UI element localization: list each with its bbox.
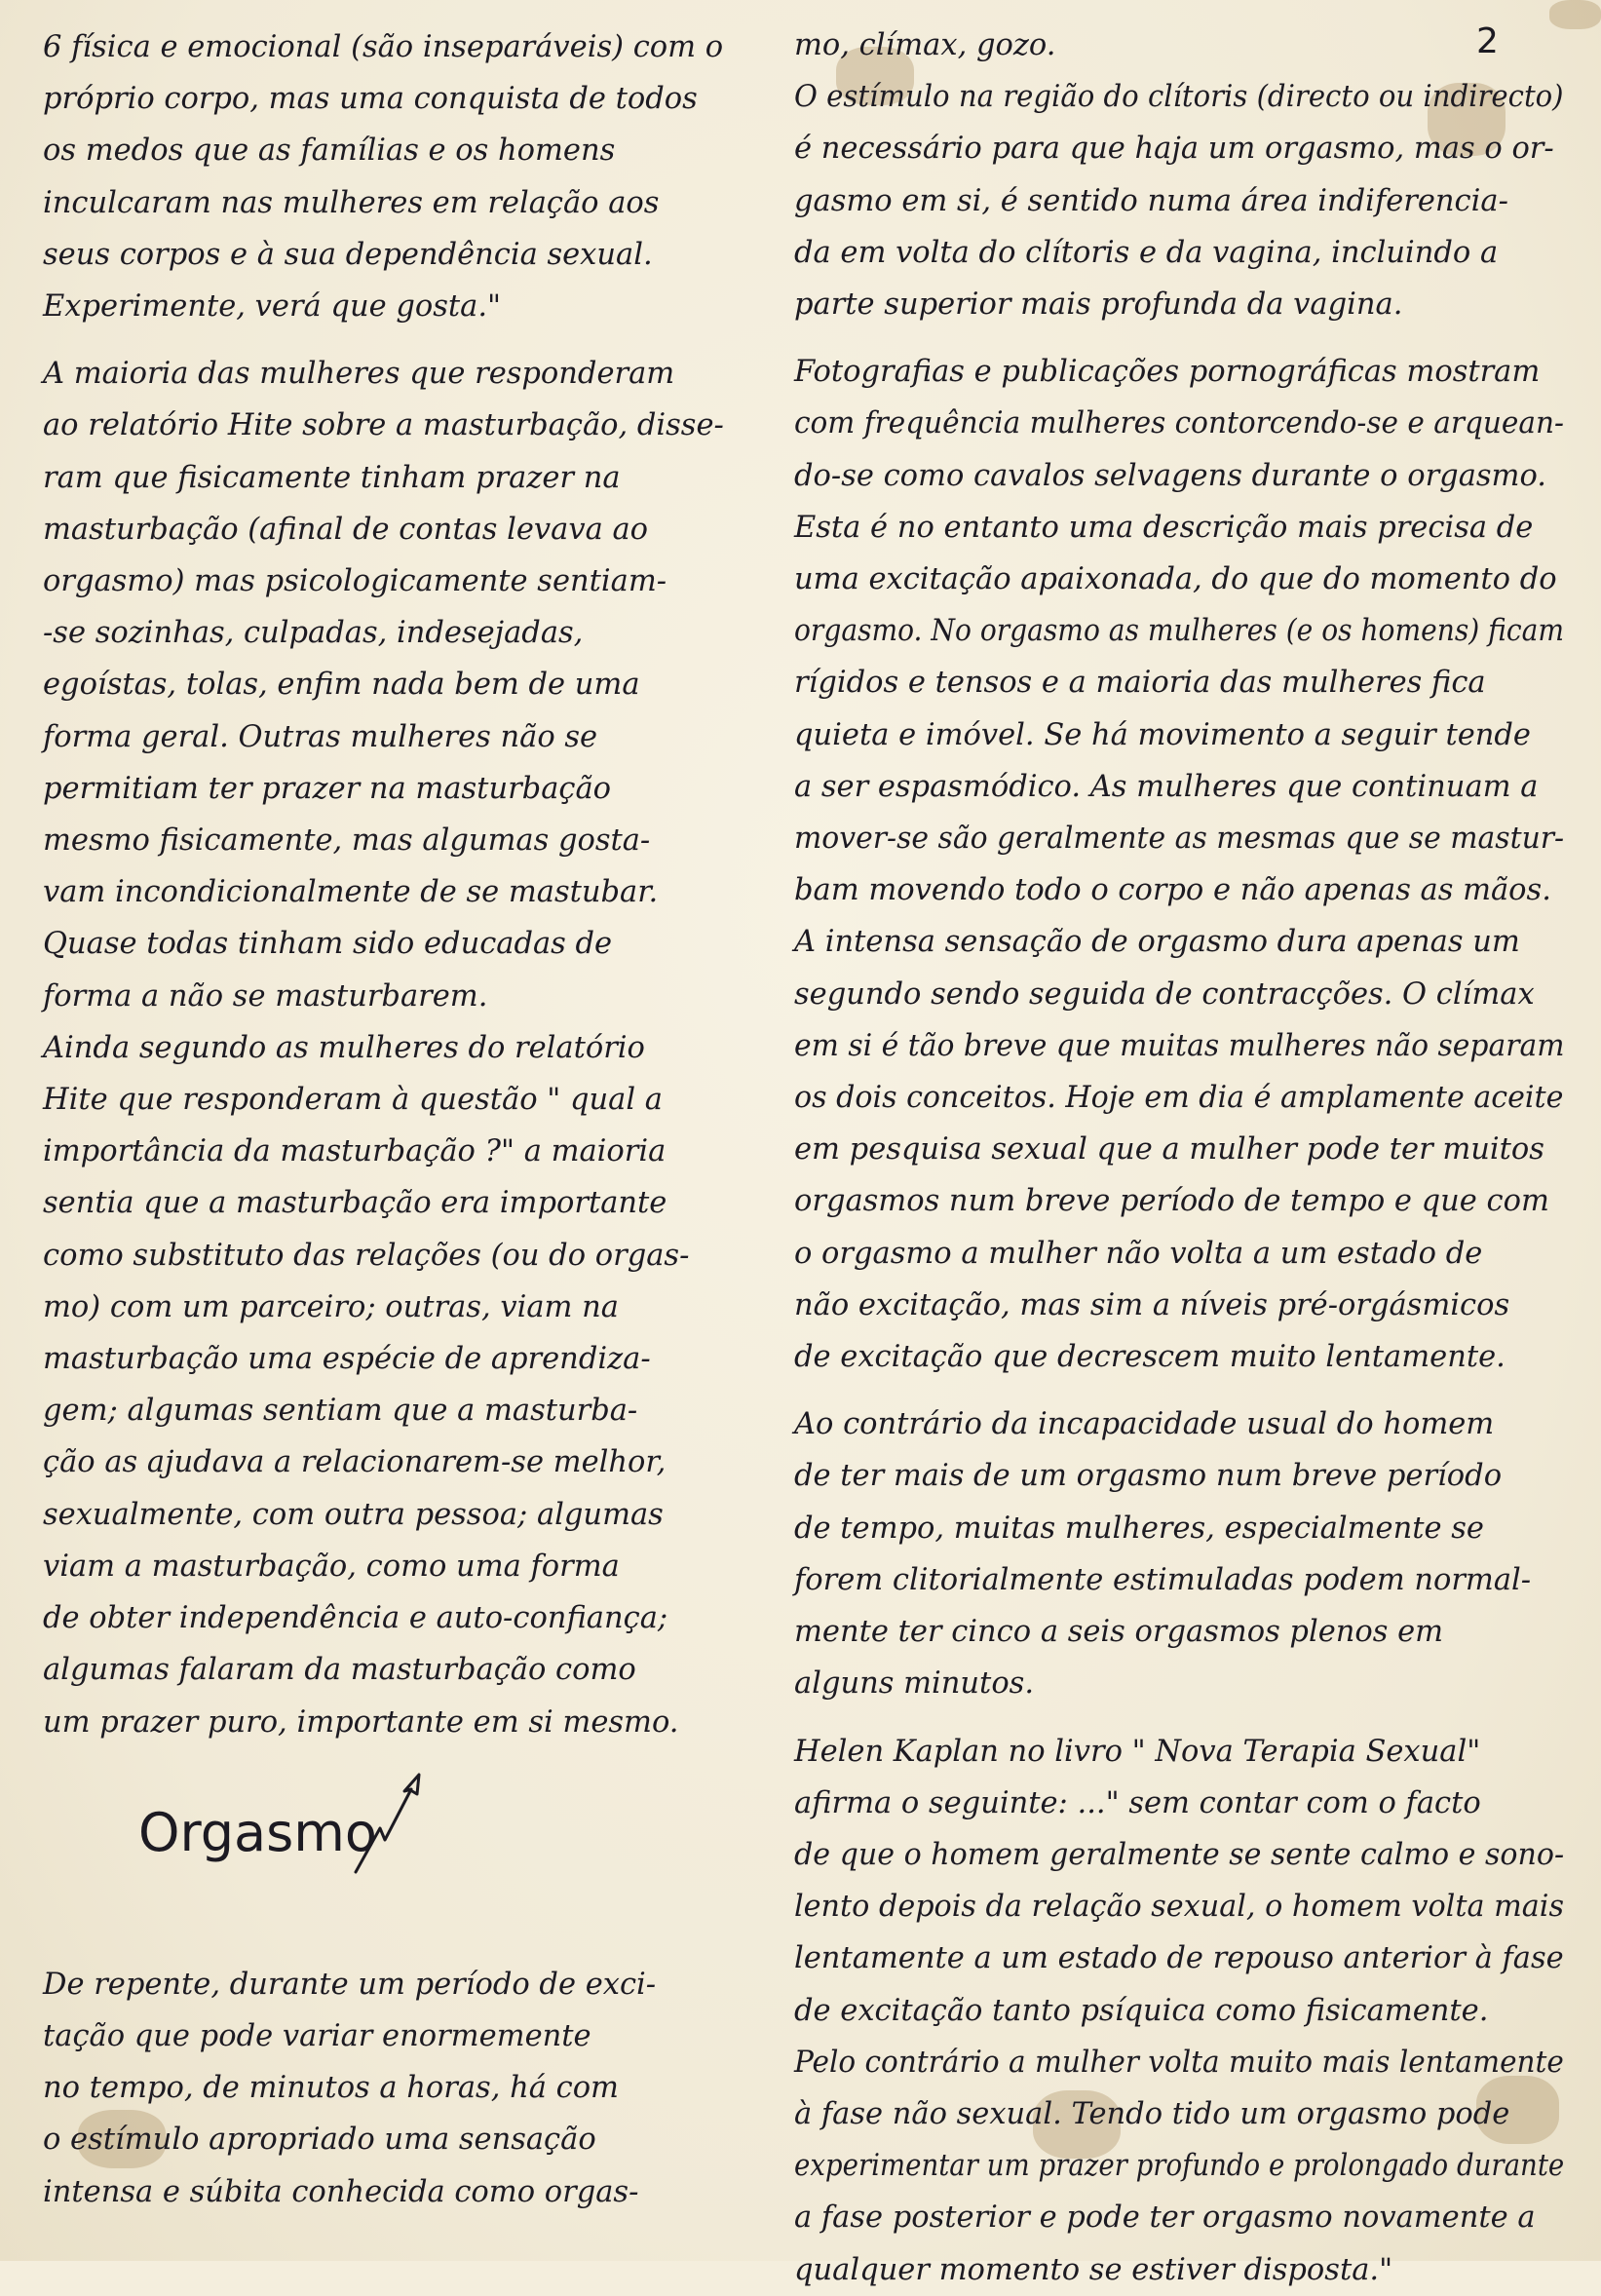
left-paragraph-1 (43, 21, 725, 332)
text-line: um prazer puro, importante em si mesmo. (43, 1704, 679, 1740)
text-line: mover-se são geralmente as mesmas que se mastur- (794, 822, 1565, 857)
text-line: alguns minutos. (794, 1666, 1035, 1702)
text-line: -se sozinhas, culpadas, indesejadas, (43, 616, 584, 651)
text-line: ram que fisicamente tinham prazer na (43, 460, 621, 495)
text-line: Fotografias e publicações pornográficas mostram (794, 355, 1541, 390)
text-line: é necessário para que haja um orgasmo, mas o or- (794, 132, 1554, 167)
text-line: o orgasmo a mulher não volta a um estado de (794, 1236, 1483, 1271)
text-line: ção as ajudava a relacionarem-se melhor, (43, 1445, 667, 1480)
text-line: 6 física e emocional (são inseparáveis) com o (43, 30, 724, 64)
text-line: inculcaram nas mulheres em relação aos (43, 185, 660, 220)
text-line: Pelo contrário a mulher volta muito mais lentamente (794, 2045, 1564, 2080)
text-line: em pesquisa sexual que a mulher pode ter muitos (794, 1132, 1544, 1167)
text-line: A maioria das mulheres que responderam (43, 357, 675, 392)
text-line: mo, clímax, gozo. (794, 28, 1056, 62)
text-line: mo) com um parceiro; outras, viam na (43, 1289, 619, 1324)
text-line: ao relatório Hite sobre a masturbação, disse- (43, 408, 724, 443)
text-line: Experimente, verá que gosta." (43, 289, 502, 325)
text-line: a fase posterior e pode ter orgasmo novamente a (794, 2200, 1536, 2236)
text-line: qualquer momento se estiver disposta." (794, 2252, 1393, 2287)
text-line: não excitação, mas sim a níveis pré-orgásmicos (794, 1287, 1510, 1322)
text-line: Quase todas tinham sido educadas de (43, 927, 613, 962)
text-line: em si é tão breve que muitas mulheres não separam (794, 1028, 1565, 1063)
left-paragraph-4 (43, 1959, 725, 2218)
right-paragraph-4 (794, 1726, 1564, 2296)
text-line: orgasmo) mas psicologicamente sentiam- (43, 564, 667, 599)
text-line: como substituto das relações (ou do orgas- (43, 1238, 690, 1273)
text-line: masturbação (afinal de contas levava ao (43, 512, 648, 547)
text-line: os dois conceitos. Hoje em dia é amplamente aceite (794, 1081, 1564, 1116)
right-column (794, 19, 1564, 2296)
heading-text: Orgasmo (138, 1801, 377, 1863)
right-paragraph-2 (794, 346, 1564, 1383)
text-line: Esta é no entanto uma descrição mais precisa de (794, 510, 1534, 545)
lightning-bolt-doodle (351, 1770, 429, 1877)
text-line: intensa e súbita conhecida como orgas- (43, 2174, 639, 2209)
text-line: forma a não se masturbarem. (43, 978, 488, 1014)
text-line: viam a masturbação, como uma forma (43, 1549, 620, 1584)
text-line: à fase não sexual. Tendo tido um orgasmo pode (794, 2096, 1510, 2131)
text-line: segundo sendo seguida de contracções. O clímax (794, 976, 1535, 1012)
text-line: seus corpos e à sua dependência sexual. (43, 237, 653, 272)
text-line: lentamente a um estado de repouso anterior à fase (794, 1941, 1564, 1976)
text-line: no tempo, de minutos a horas, há com (43, 2071, 619, 2106)
text-line: algumas falaram da masturbação como (43, 1653, 636, 1688)
text-line: vam incondicionalmente de se mastubar. (43, 875, 659, 910)
text-line: de tempo, muitas mulheres, especialmente se (794, 1511, 1484, 1546)
text-line: egoístas, tolas, enfim nada bem de uma (43, 668, 640, 703)
text-line: rígidos e tensos e a maioria das mulheres fica (794, 666, 1486, 701)
text-line: a ser espasmódico. As mulheres que continuam a (794, 769, 1539, 804)
text-line: bam movendo todo o corpo e não apenas as mãos. (794, 873, 1551, 908)
text-line: Ao contrário da incapacidade usual do homem (794, 1407, 1495, 1442)
text-line: orgasmo. No orgasmo as mulheres (e os homens) ficam (794, 614, 1564, 649)
text-line: de excitação que decrescem muito lentamente. (794, 1340, 1506, 1375)
text-line: afirma o seguinte: ..." sem contar com o facto (794, 1785, 1481, 1820)
text-line: masturbação uma espécie de aprendiza- (43, 1342, 651, 1377)
text-line: sexualmente, com outra pessoa; algumas (43, 1497, 664, 1532)
text-line: De repente, durante um período de exci- (43, 1967, 657, 2002)
text-line: uma excitação apaixonada, do que do momento do (794, 562, 1557, 597)
text-line: de obter independência e auto-confiança; (43, 1601, 668, 1636)
text-line: gem; algumas sentiam que a masturba- (43, 1394, 638, 1429)
text-line: sentia que a masturbação era importante (43, 1186, 667, 1221)
text-line: quieta e imóvel. Se há movimento a seguir tende (794, 717, 1531, 752)
text-line: de excitação tanto psíquica como fisicamente. (794, 1993, 1489, 2028)
text-line: da em volta do clítoris e da vagina, incluindo a (794, 235, 1499, 270)
text-line: experimentar um prazer profundo e prolongado durante (794, 2149, 1565, 2184)
text-line: o estímulo apropriado uma sensação (43, 2123, 596, 2158)
left-paragraph-3 (43, 1022, 725, 1748)
text-line: lento depois da relação sexual, o homem volta mais (794, 1890, 1564, 1925)
text-line: tação que pode variar enormemente (43, 2018, 591, 2053)
text-line: do-se como cavalos selvagens durante o orgasmo. (794, 458, 1546, 493)
text-line: próprio corpo, mas uma conquista de todos (43, 82, 698, 117)
page-number: 2 (1476, 21, 1499, 61)
text-line: parte superior mais profunda da vagina. (794, 287, 1403, 323)
left-paragraph-2 (43, 348, 725, 1022)
text-line: Ainda segundo as mulheres do relatório (43, 1030, 645, 1065)
right-paragraph-3 (794, 1398, 1564, 1709)
text-line: Hite que responderam à questão " qual a (43, 1083, 663, 1118)
text-line: A intensa sensação de orgasmo dura apenas um (794, 925, 1520, 960)
text-line: de que o homem geralmente se sente calmo e sono- (794, 1837, 1565, 1872)
left-column (43, 21, 725, 2218)
right-paragraph-1 (794, 19, 1564, 330)
text-line: de ter mais de um orgasmo num breve período (794, 1459, 1503, 1494)
text-line: mesmo fisicamente, mas algumas gosta- (43, 823, 651, 859)
text-line: importância da masturbação ?" a maioria (43, 1134, 667, 1169)
text-line: os medos que as famílias e os homens (43, 134, 616, 169)
text-line: mente ter cinco a seis orgasmos plenos em (794, 1615, 1444, 1650)
text-line: orgasmos num breve período de tempo e que com (794, 1184, 1549, 1219)
text-line: Helen Kaplan no livro " Nova Terapia Sexual" (794, 1734, 1481, 1769)
text-line: com frequência mulheres contorcendo-se e arquean- (794, 406, 1564, 441)
text-line: forem clitorialmente estimuladas podem normal- (794, 1562, 1532, 1597)
text-line: O estímulo na região do clítoris (directo ou indirecto) (794, 80, 1564, 115)
text-line: permitiam ter prazer na masturbação (43, 771, 611, 806)
text-line: gasmo em si, é sentido numa área indiferencia- (794, 183, 1508, 218)
text-line: forma geral. Outras mulheres não se (43, 719, 598, 754)
